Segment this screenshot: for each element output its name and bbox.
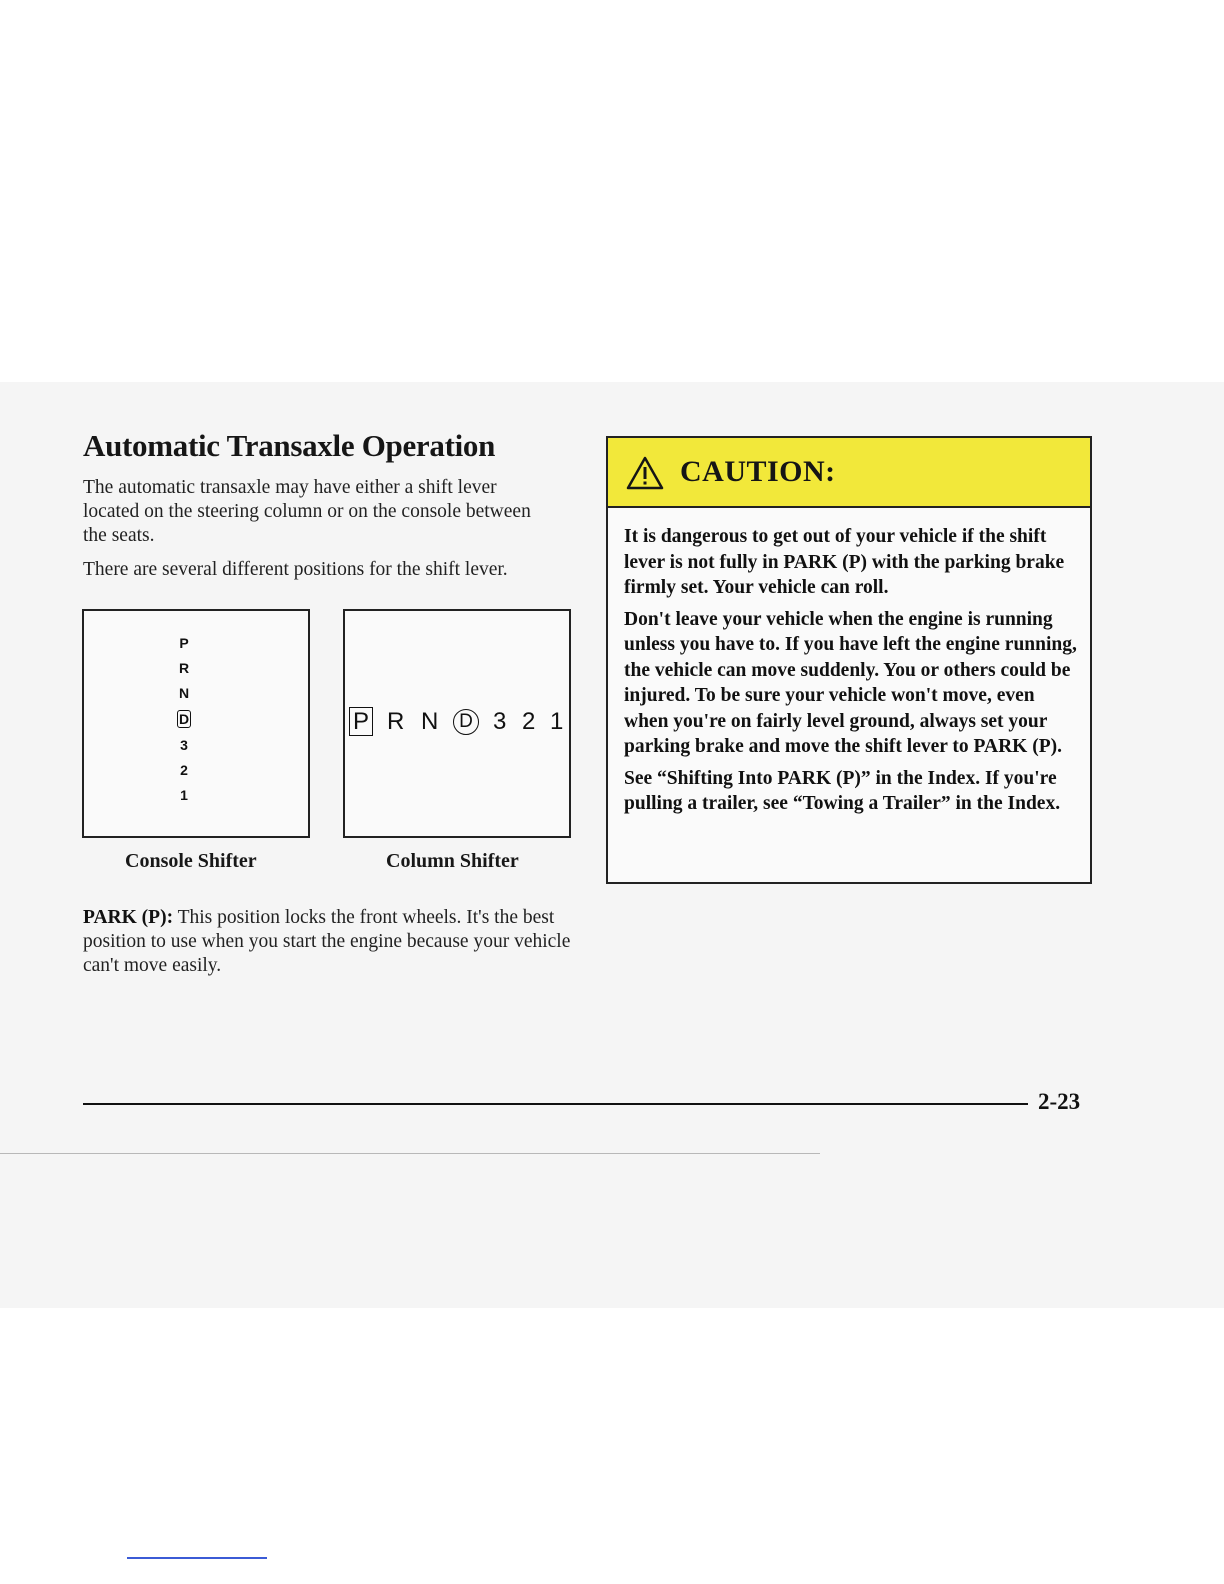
- column-position-1: 1: [550, 708, 564, 735]
- park-paragraph: [83, 906, 573, 978]
- bottom-link-underline: [127, 1557, 267, 1559]
- scan-artifact-line: [0, 1153, 820, 1154]
- console-position-1: 1: [180, 787, 188, 803]
- column-position-3: 3: [493, 708, 507, 735]
- park-label: PARK (P):: [83, 907, 174, 928]
- warning-triangle-icon: [626, 456, 664, 490]
- caution-box: [606, 436, 1092, 884]
- caution-paragraph-1: It is dangerous to get out of your vehicle if the shift lever is not fully in PARK (P) with the parking brake firmly set. Your vehicle can roll.: [624, 526, 1065, 598]
- console-position-p: P: [179, 635, 189, 651]
- page-number: 2-23: [1038, 1089, 1081, 1114]
- column-position-r: R: [387, 708, 405, 735]
- column-position-n: N: [421, 708, 439, 735]
- console-selected-position: D: [178, 711, 190, 727]
- console-position-n: N: [178, 685, 190, 701]
- column-position-d: D: [453, 709, 479, 735]
- section-title: Automatic Transaxle Operation: [83, 428, 496, 463]
- console-position-r: R: [178, 660, 190, 676]
- column-shifter-caption: Column Shifter: [386, 850, 519, 872]
- caution-paragraph-3: See “Shifting Into PARK (P)” in the Index. If you're pulling a trailer, see “Towing a Trailer” in the Index.: [624, 767, 1061, 814]
- column-position-row: [349, 707, 571, 739]
- caution-title: CAUTION:: [680, 455, 836, 488]
- column-shifter-figure: [343, 609, 571, 838]
- console-shifter-figure: [82, 609, 310, 838]
- console-position-3: 3: [180, 737, 188, 753]
- positions-paragraph: There are several different positions for the shift lever.: [83, 559, 508, 580]
- caution-paragraph-2: Don't leave your vehicle when the engine is running unless you have to. If you have left the engine running, the vehicle can move suddenly. You or others could be injured. To be sure your vehicle won't move, even when you're on fairly level ground, always set your parking brake and move the shift lever to PARK (P).: [624, 608, 1077, 757]
- console-position-d: [72, 711, 296, 727]
- console-position-2: 2: [180, 762, 188, 778]
- column-position-2: 2: [522, 708, 536, 735]
- intro-paragraph: The automatic transaxle may have either a shift lever located on the steering column or on the console between the seats.: [83, 477, 531, 546]
- caution-body: [624, 524, 1080, 823]
- park-text: This position locks the front wheels. It's the best position to use when you start the engine because your vehicle can't move easily.: [83, 907, 571, 976]
- console-shifter-caption: Console Shifter: [125, 850, 257, 872]
- caution-header: [608, 438, 1090, 508]
- footer-rule: [83, 1103, 1028, 1105]
- column-position-p: P: [349, 707, 373, 736]
